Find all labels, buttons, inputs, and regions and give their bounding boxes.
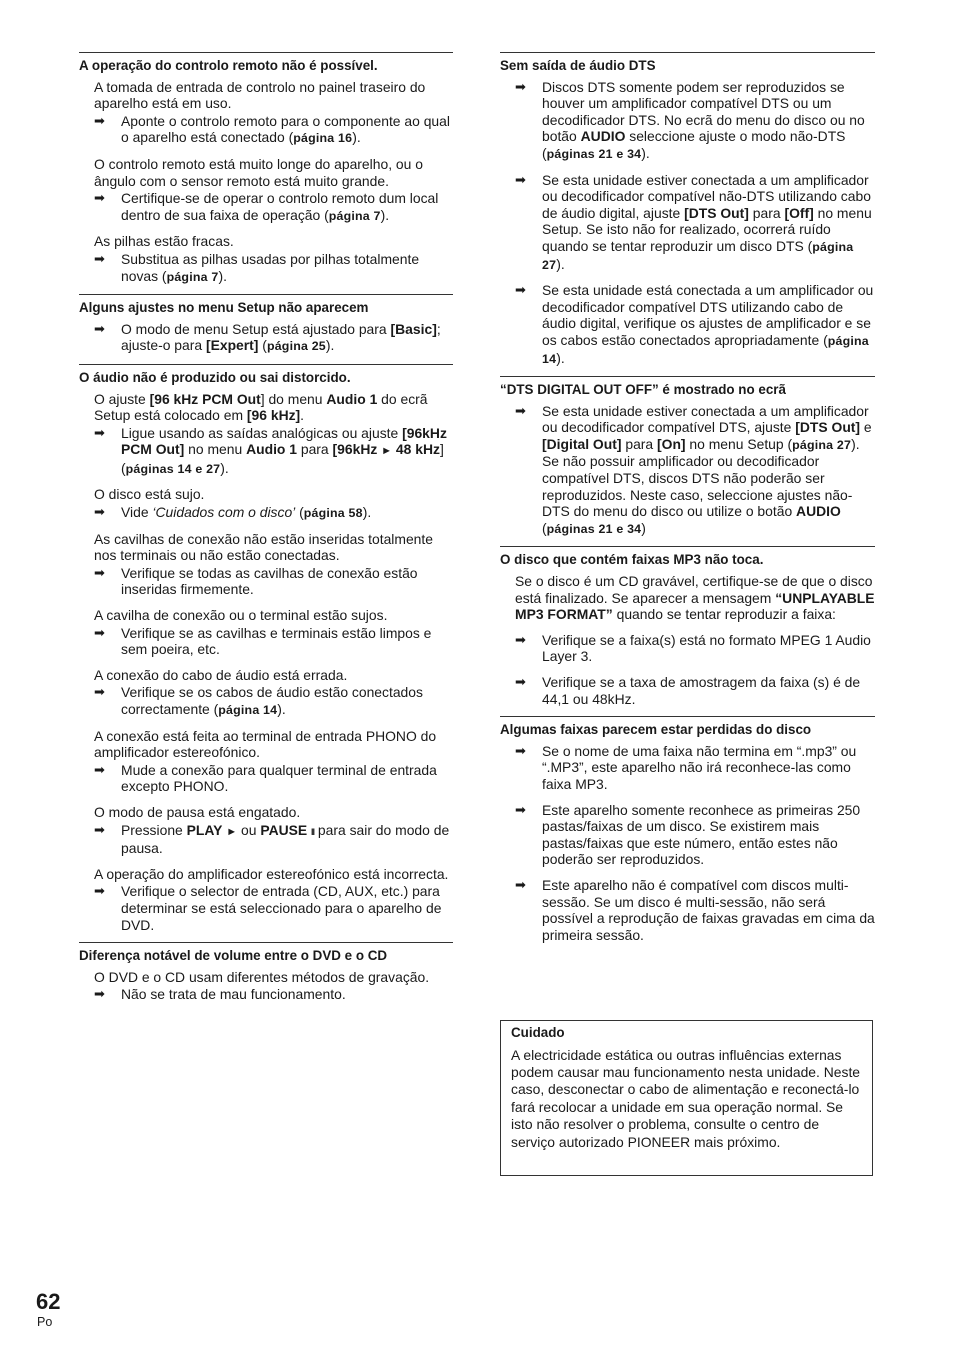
cause-text: O disco está sujo. (94, 486, 205, 503)
solution-item: ➡ Verifique se as cavilhas e terminais estão limpos e sem poeira, etc. (94, 624, 432, 658)
section-volume-difference (79, 942, 453, 1003)
arrow-icon: ➡ (515, 402, 526, 418)
arrow-icon: ➡ (515, 631, 526, 647)
page-ref: página 58 (303, 506, 363, 521)
solution-item: ➡ Este aparelho não é compatível com discos multi-sessão. Se um disco é multi-sessão, não será possível a reprodução de faixas gravadas em cima da primeira sessão. (515, 876, 875, 943)
play-triangle-icon: ► (381, 445, 393, 458)
solution-item: ➡ Este aparelho somente reconhece as primeiras 250 pastas/faixas de um disco. Se existirem mais pastas/faixas que este número, então estes não poderão ser reproduzidos. (515, 801, 861, 868)
page-ref: página 16 (293, 131, 353, 146)
arrow-icon: ➡ (515, 674, 526, 689)
right-column (500, 52, 875, 952)
arrow-icon: ➡ (515, 78, 526, 94)
section-title: O disco que contém faixas MP3 não toca. (500, 552, 764, 568)
arrow-icon: ➡ (515, 742, 526, 758)
section-body (515, 403, 875, 538)
section-title: Alguns ajustes no menu Setup não aparecem (79, 300, 369, 316)
section-dts-digital-out-off (500, 376, 875, 537)
cause-text: A tomada de entrada de controlo no painel traseiro do aparelho está em uso. (94, 78, 426, 112)
cause-text: A conexão está feita ao terminal de entrada PHONO do amplificador estereofónico. (94, 727, 437, 761)
section-title: O áudio não é produzido ou sai distorcido. (79, 369, 351, 385)
page-ref: página 27 (542, 239, 854, 272)
section-missing-tracks (500, 716, 875, 943)
page-ref: páginas 14 e 27 (125, 461, 221, 476)
solution-item: ➡ O modo de menu Setup está ajustado para [Basic]; ajuste-o para [Expert] (página 25). (94, 320, 441, 354)
solution-item: ➡ Ligue usando as saídas analógicas ou ajuste [96kHz PCM Out] no menu Audio 1 para [96kHz ► 48 kHz] (páginas 14 e 27). (94, 424, 447, 476)
page-ref: página 7 (166, 269, 219, 284)
page-ref: página 27 (792, 437, 852, 452)
solution-item: ➡ Se esta unidade estiver conectada a um amplificador ou decodificador compatível DTS, ajuste [DTS Out] e [Digital Out] para [On] no menu Setup (página 27). Se não possuir amplificador ou decodificador compatível DTS, discos DTS não poderão ser reproduzidos. Neste caso, seleccione ajustes não-DTS do menu do disco ou utilize o botão AUDIO (páginas 21 e 34) (515, 402, 872, 536)
arrow-icon: ➡ (515, 801, 526, 817)
cause-text: O ajuste [96 kHz PCM Out] do menu Audio 1 do ecrã Setup está colocado em [96 kHz]. (94, 390, 428, 424)
section-title: Diferença notável de volume entre o DVD e o CD (79, 948, 388, 964)
solution-item: ➡ Verifique o selector de entrada (CD, AUX, etc.) para determinar se está seleccionado para o aparelho de DVD. (94, 883, 442, 933)
caution-body: A electricidade estática ou outras influências externas podem causar mau funcionamento nesta unidade. Neste caso, desconectar o cabo de alimentação e reconectá-lo fará recolocar a unidade em sua operação normal. Se isto não resolver o problema, consulte o centro de serviço autorizado PIONEER mais próximo. (511, 1046, 861, 1150)
solution-item: ➡ Certifique-se de operar o controlo remoto dum local dentro de sua faixa de operação (página 7). (94, 190, 439, 223)
arrow-icon: ➡ (94, 112, 105, 128)
arrow-icon: ➡ (94, 564, 105, 580)
solution-item: ➡ Substitua as pilhas usadas por pilhas totalmente novas (página 7). (94, 250, 420, 284)
cause-text: O controlo remoto está muito longe do aparelho, ou o ângulo com o sensor remoto está muito grande. (94, 155, 423, 189)
arrow-icon: ➡ (94, 761, 105, 777)
cause-text: As cavilhas de conexão não estão inseridas totalmente nos terminais ou não estão conectadas. (94, 530, 433, 564)
solution-item: ➡ Não se trata de mau funcionamento. (94, 986, 346, 1003)
solution-item: ➡ Mude a conexão para qualquer terminal de entrada excepto PHONO. (94, 761, 437, 795)
language-code: Po (37, 1315, 53, 1329)
arrow-icon: ➡ (94, 250, 105, 266)
arrow-icon: ➡ (515, 876, 526, 892)
arrow-icon: ➡ (94, 684, 105, 700)
section-mp3-not-playing (500, 546, 875, 707)
section-no-dts-audio (500, 52, 875, 367)
solution-item: ➡ Discos DTS somente podem ser reproduzidos se houver um amplificador compatível DTS ou um decodificador DTS. No ecrã do menu do disco ou no botão AUDIO seleccione ajuste o modo não-DTS (páginas 21 e 34). (515, 78, 865, 161)
section-body (515, 573, 875, 707)
cause-text: O DVD e o CD usam diferentes métodos de gravação. (94, 968, 430, 985)
solution-item: ➡ Aponte o controlo remoto para o componente ao qual o aparelho está conectado (página 16). (94, 112, 450, 146)
cause-text: Se o disco é um CD gravável, certifique-se de que o disco está finalizado. Se aparecer a mensagem “UNPLAYABLE MP3 FORMAT” quando se tentar reproduzir a faixa: (515, 573, 875, 623)
arrow-icon: ➡ (94, 424, 105, 440)
left-column (79, 52, 453, 1012)
solution-item: ➡ Verifique se todas as cavilhas de conexão estão inseridas firmemente. (94, 564, 418, 598)
cause-text: A cavilha de conexão ou o terminal estão sujos. (94, 607, 388, 624)
page-ref: página 25 (266, 339, 326, 354)
page-ref: páginas 21 e 34 (546, 521, 642, 536)
solution-item: ➡ Se o nome de uma faixa não termina em “.mp3” ou “.MP3”, este aparelho não irá reconhece-las como faixa MP3. (515, 742, 857, 792)
solution-item: ➡ Vide ‘Cuidados com o disco’ (página 58). (94, 504, 372, 521)
arrow-icon: ➡ (94, 504, 105, 520)
arrow-icon: ➡ (94, 821, 105, 837)
section-body (515, 743, 875, 944)
solution-item: ➡ Se esta unidade está conectada a um amplificador ou decodificador compatível DTS utilizando cabo de áudio digital, verifique os ajustes de amplificador e se os cabos estão conectados apropriadamente (página 14). (515, 282, 874, 366)
page-number: 62 (36, 1289, 61, 1314)
section-audio-distorted (79, 364, 453, 933)
page-ref: página 14 (218, 703, 278, 717)
cause-text: A conexão do cabo de áudio está errada. (94, 666, 348, 683)
arrow-icon: ➡ (94, 190, 105, 206)
play-icon: ► (226, 825, 238, 838)
section-title: Algumas faixas parecem estar perdidas do disco (500, 722, 812, 738)
arrow-icon: ➡ (94, 883, 105, 899)
arrow-icon: ➡ (515, 171, 526, 187)
section-body (94, 969, 453, 1003)
pause-icon: II (311, 826, 315, 837)
solution-item: ➡ Verifique se a taxa de amostragem da faixa (s) é de 44,1 ou 48kHz. (515, 674, 861, 707)
section-setup-menu (79, 294, 453, 355)
section-body (94, 79, 453, 286)
cause-text: A operação do amplificador estereofónico está incorrecta. (94, 865, 449, 882)
solution-item: ➡ Verifique se a faixa(s) está no formato MPEG 1 Audio Layer 3. (515, 631, 871, 665)
cause-text: As pilhas estão fracas. (94, 233, 234, 250)
solution-item: ➡ Verifique se os cabos de áudio estão conectados correctamente (página 14). (94, 684, 423, 717)
section-body (515, 79, 875, 368)
caution-box (500, 1020, 873, 1176)
solution-item: ➡ Pressione PLAY ► ou PAUSE II para sair do modo de pausa. (94, 821, 450, 857)
arrow-icon: ➡ (94, 320, 105, 336)
page-ref: página 14 (542, 333, 869, 366)
arrow-icon: ➡ (515, 282, 526, 298)
arrow-icon: ➡ (94, 986, 105, 1002)
section-title: A operação do controlo remoto não é possível. (79, 58, 378, 73)
section-title: Sem saída de áudio DTS (500, 58, 656, 73)
page-ref: páginas 21 e 34 (546, 146, 642, 161)
page-ref: página 7 (328, 208, 381, 223)
solution-item: ➡ Se esta unidade estiver conectada a um amplificador ou decodificador compatível não-DTS utilizando cabo de áudio digital, ajuste [DTS Out] para [Off] no menu Setup. Se isto não for realizado, ocorrerá ruído quando se tentar reproduzir um disco DTS (página 27). (515, 171, 872, 272)
section-body (94, 391, 453, 934)
caution-title: Cuidado (511, 1025, 565, 1040)
section-title: “DTS DIGITAL OUT OFF” é mostrado no ecrã (500, 382, 786, 398)
cause-text: O modo de pausa está engatado. (94, 803, 301, 820)
arrow-icon: ➡ (94, 624, 105, 640)
section-remote-control (79, 52, 453, 285)
section-body (94, 321, 453, 355)
